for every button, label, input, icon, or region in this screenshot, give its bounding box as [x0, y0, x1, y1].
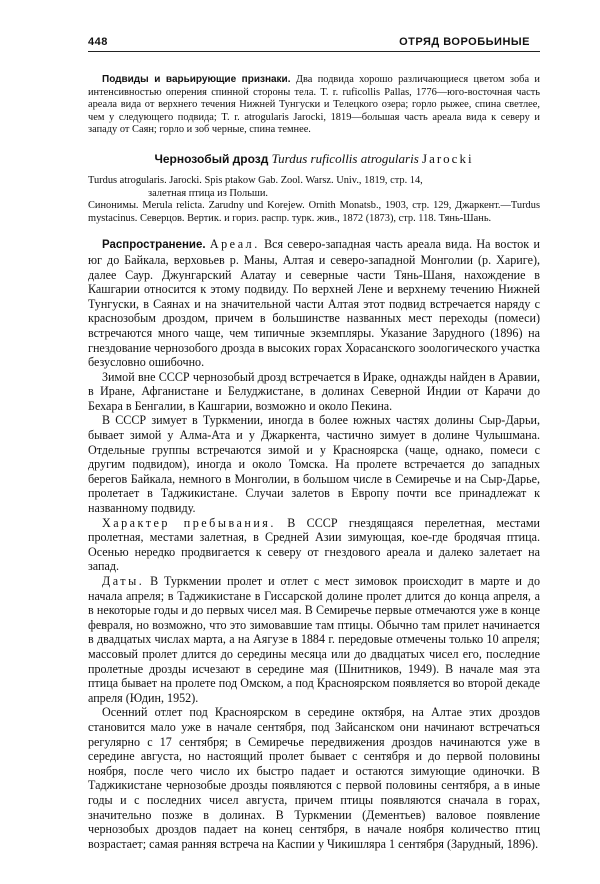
species-name-lat: Turdus ruficollis atrogularis — [271, 150, 419, 166]
range-label: Ареал. — [209, 237, 260, 252]
status-text: В СССР гнездящаяся перелетная, местами пролетная, местами залетная, в Средней Азии зимующая, кое-где бродячая птица. Осенью нередко продвигается к северу от гнездового ареала и далеко залетает на запад. — [88, 515, 540, 574]
paragraph-wintering: Зимой вне СССР чернозобый дрозд встречается в Ираке, однажды найден в Аравии, в Иране, Афганистане и Белуджистане, в долинах Северной Индии от Карачи до Бехара в Бенгалии, в Кашгарии, возможно и около Пекина. — [88, 369, 540, 413]
paragraph-ussr: В СССР зимует в Туркмении, иногда в более южных частях долины Сыр-Дарьи, бывает зимой у Алма-Ата и у Джаркента, частично зимует в долине Чулышмана. Отдельные группы встречаются зимой и у Красноярска (чаще, однако, помеси с другим подвидом), иногда и около Томска. На пролете встречается до западных берегов Байкала, немного в Монголии, в большом числе в Семиречье и на Сыр-Дарье, пролетает в Таджикистане. Случаи залетов в Европу почти все принадлежат к названному подвиду. — [88, 413, 540, 516]
subspecies-note-lead: Подвиды и варьирующие признаки. — [102, 74, 291, 85]
species-heading — [88, 151, 540, 167]
distribution-lead: Распространение. — [102, 239, 206, 252]
subspecies-note-text: Два подвида хорошо различающиеся цветом зоба и интенсивностью оперения спинной стороны тела. T. r. ruficollis Pallas, 1776—юго-восточная часть ареала вида от верхнего течения Нижней Тунгуски и Телецкого озера; горло рыжее, спина светлее, чем у следующего подвида; T. r. atrogularis Jarocki, 1819—большая часть ареала вида к северу и западу от Саян; горло и зоб черные, спина темнее. — [88, 74, 540, 136]
status-label: Характер пребывания. — [102, 515, 276, 530]
paragraph-autumn: Осенний отлет под Красноярском в середине октября, на Алтае этих дроздов становится мало уже в начале сентября, под Зайсанском они начинают встречаться регулярно с 17 сентября; в Семиречье передвижения дроздов начинаются уже в середине августа, но настоящий пролет бывает с сентября и до первой половины ноября, после чего число их быстро падает и остаются зимующие одиночки. В Таджикистане чернозобые дрозды появляются с первой половины сентября, а в иные годы и с последних чисел августа, причем птицы появляются сначала в горах, значительно позже в долинах. В Туркмении (Дементьев) валовое появление чернозобых дроздов падает на конец сентября, в начале ноября количество птиц возрастает; самая ранняя встреча на Каспии у Чикишляра 1 сентября (Зарудный, 1896). — [88, 705, 540, 851]
synonymy-line-3: Синонимы. Merula relicta. Zarudny und Korejew. Ornith Monatsb., 1903, стр. 129, Джаркент.—Turdus mystacinus. Северцов. Вертик. и гориз. распр. турк. жив., 1872 (1873), стр. 118. Тянь-Шань. — [88, 200, 540, 224]
main-text — [88, 237, 540, 851]
running-title: ОТРЯД ВОРОБЬИНЫЕ — [399, 36, 530, 48]
synonymy-line-2: залетная птица из Польши. — [148, 187, 269, 199]
species-author: Jarocki — [422, 150, 474, 166]
distribution-text: Вся северо-западная часть ареала вида. На восток и юг до Байкала, верховьев р. Маны, Алтая и северо-западной Монголии (р. Хариге), далее Саур. Джунгарский Алатау и северные части Тянь-Шаня, нахождение в Кашгарии относится к этому подвиду. По верхней Лене и верхнему течению Нижней Тунгуски, в Саянах и на значительной части Алтая этот подвид встречается наряду с краснозобым дроздом, причем в большинстве названных мест переходы (помеси) встречаются много чаще, чем типичные экземпляры. Указание Зарудного (1896) на гнездование чернозобого дрозда в высоких горах Хорасанского зоологического участка безусловно ошибочно. — [88, 237, 540, 370]
paragraph-status — [88, 516, 540, 574]
paragraph-dates — [88, 574, 540, 705]
paragraph-distribution — [88, 237, 540, 369]
synonymy-line-1: Turdus atrogularis. Jarocki. Spis ptakow Gab. Zool. Warsz. Univ., 1819, стр. 14, — [88, 174, 423, 186]
page-number: 448 — [88, 36, 108, 48]
synonymy-block — [88, 175, 540, 225]
running-header — [88, 36, 540, 52]
subspecies-note — [88, 74, 540, 137]
species-name-ru: Чернозобый дрозд — [154, 151, 269, 166]
dates-text: В Туркмении пролет и отлет с мест зимовок происходит в марте и до начала апреля; в Таджикистане в Гиссарской долине пролет длится до конца апреля, а в некоторые годы и до первых чисел мая. В Семиречье первые отмечаются уже в конце февраля, но возможно, что это зимовавшие там птицы. Обычно там прилет начинается в двадцатых числах марта, а на Аягузе в 1884 г. передовые отмечены только 10 апреля; массовый пролет длится до середины месяца или до двадцатых чисел его, последние пролетные дрозды исчезают в середине мая (Шнитников, 1949). В начале мая эта птица бывает на пролете под Омском, а под Красноярском появляется во второй декаде апреля (Юдин, 1952). — [88, 574, 541, 705]
dates-label: Даты. — [102, 574, 145, 588]
